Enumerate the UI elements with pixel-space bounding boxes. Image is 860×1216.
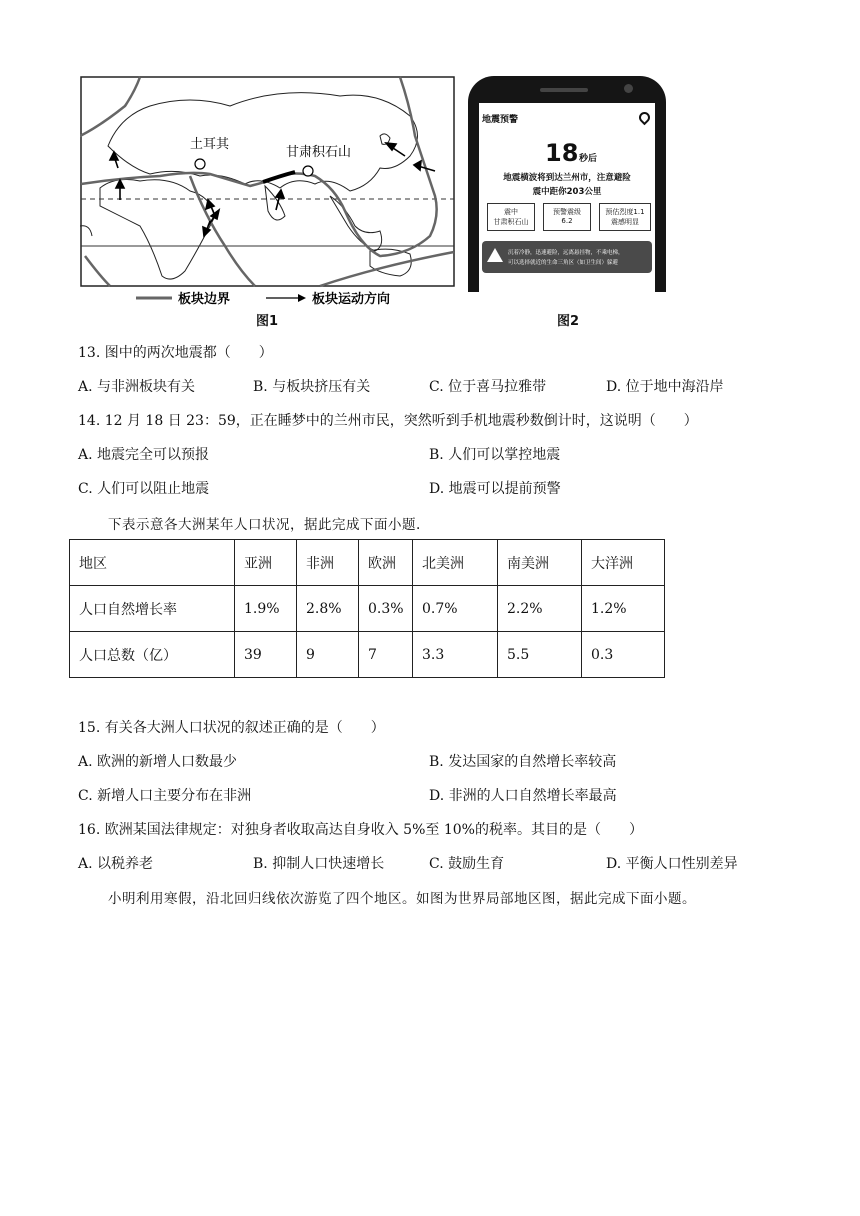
alert-message-1: 地震横波将到达兰州市，注意避险 bbox=[503, 173, 631, 183]
table-cell: 2.8% bbox=[297, 586, 359, 632]
phone-camera bbox=[624, 84, 633, 93]
q14-option-c[interactable]: C. 人们可以阻止地震 bbox=[78, 481, 210, 497]
table-cell: 2.2% bbox=[498, 586, 582, 632]
table-header-cell: 南美洲 bbox=[498, 540, 582, 586]
table-cell: 5.5 bbox=[498, 632, 582, 678]
table-header-cell: 亚洲 bbox=[235, 540, 297, 586]
figure1-caption: 图1 bbox=[256, 314, 279, 329]
table-cell: 3.3 bbox=[413, 632, 498, 678]
safety-banner bbox=[482, 241, 652, 273]
legend-boundary-label: 板块边界 bbox=[178, 292, 231, 307]
table-cell: 0.7% bbox=[413, 586, 498, 632]
table-cell: 7 bbox=[359, 632, 413, 678]
warning-icon bbox=[487, 248, 503, 262]
table-cell: 0.3% bbox=[359, 586, 413, 632]
q15-stem: 15. 有关各大洲人口状况的叙述正确的是（ ） bbox=[78, 720, 385, 736]
closing-intro: 小明利用寒假，沿北回归线依次游览了四个地区。如图为世界局部地区图，据此完成下面小题。 bbox=[108, 891, 696, 907]
table-cell: 1.2% bbox=[582, 586, 665, 632]
turkey-label: 土耳其 bbox=[190, 137, 230, 152]
q16-option-a[interactable]: A. 以税养老 bbox=[78, 856, 154, 872]
table-cell: 人口总数（亿） bbox=[70, 632, 235, 678]
q14-option-d[interactable]: D. 地震可以提前预警 bbox=[429, 481, 561, 497]
table-row bbox=[70, 632, 665, 678]
table-header-row bbox=[70, 540, 665, 586]
q16-option-d[interactable]: D. 平衡人口性别差异 bbox=[606, 856, 738, 872]
q14-option-a[interactable]: A. 地震完全可以预报 bbox=[78, 447, 210, 463]
magnitude-box bbox=[543, 203, 591, 231]
q16-option-c[interactable]: C. 鼓励生育 bbox=[429, 856, 505, 872]
table-cell: 39 bbox=[235, 632, 297, 678]
q13-option-b[interactable]: B. 与板块挤压有关 bbox=[253, 379, 371, 395]
q15-option-c[interactable]: C. 新增人口主要分布在非洲 bbox=[78, 788, 252, 804]
q13-option-a[interactable]: A. 与非洲板块有关 bbox=[78, 379, 196, 395]
intensity-box bbox=[599, 203, 651, 231]
table-cell: 9 bbox=[297, 632, 359, 678]
q13-option-c[interactable]: C. 位于喜马拉雅带 bbox=[429, 379, 547, 395]
q15-option-d[interactable]: D. 非洲的人口自然增长率最高 bbox=[429, 788, 617, 804]
q13-option-d[interactable]: D. 位于地中海沿岸 bbox=[606, 379, 724, 395]
countdown-number: 18 bbox=[545, 139, 579, 167]
q14-stem: 14. 12 月 18 日 23：59，正在睡梦中的兰州市民，突然听到手机地震秒数倒计时，这说明（ ） bbox=[78, 413, 698, 429]
legend-direction-label: 板块运动方向 bbox=[312, 292, 391, 307]
q15-option-a[interactable]: A. 欧洲的新增人口数最少 bbox=[78, 754, 238, 770]
table-header-cell: 非洲 bbox=[297, 540, 359, 586]
safety-text-1: 沉着冷静，迅速避险，远离悬挂物，不乘电梯， bbox=[508, 250, 624, 256]
q16-option-b[interactable]: B. 抑制人口快速增长 bbox=[253, 856, 385, 872]
table-header-cell: 大洋洲 bbox=[582, 540, 665, 586]
intensity-title: 预估烈度1.1 bbox=[605, 208, 645, 216]
table-header-cell: 地区 bbox=[70, 540, 235, 586]
q13-stem: 13. 图中的两次地震都（ ） bbox=[78, 345, 273, 361]
table-cell: 1.9% bbox=[235, 586, 297, 632]
alert-header: 地震预警 bbox=[482, 115, 519, 125]
table-header-cell: 欧洲 bbox=[359, 540, 413, 586]
safety-text-2: 可以选择就近的生命三角区（如卫生间）躲避 bbox=[508, 260, 619, 266]
plate-map bbox=[80, 76, 455, 312]
q15-option-b[interactable]: B. 发达国家的自然增长率较高 bbox=[429, 754, 617, 770]
table-header-cell: 北美洲 bbox=[413, 540, 498, 586]
phone-illustration bbox=[468, 76, 666, 292]
intensity-value: 震感明显 bbox=[611, 218, 639, 226]
phone-speaker bbox=[540, 88, 588, 92]
countdown-unit: 秒后 bbox=[579, 154, 598, 164]
location-pin-icon bbox=[637, 110, 653, 126]
magnitude-title: 预警震级 bbox=[553, 208, 581, 216]
magnitude-value: 6.2 bbox=[561, 217, 573, 225]
alert-message-2: 震中距你203公里 bbox=[532, 187, 602, 197]
figure2-caption: 图2 bbox=[557, 314, 580, 329]
epicenter-title: 震中 bbox=[504, 208, 518, 216]
gansu-label: 甘肃积石山 bbox=[286, 145, 352, 160]
table-cell: 人口自然增长率 bbox=[70, 586, 235, 632]
epicenter-box bbox=[487, 203, 535, 231]
table-cell: 0.3 bbox=[582, 632, 665, 678]
epicenter-value: 甘肃积石山 bbox=[493, 218, 529, 226]
population-table bbox=[69, 539, 665, 678]
q14-option-b[interactable]: B. 人们可以掌控地震 bbox=[429, 447, 561, 463]
phone-screen bbox=[479, 103, 655, 292]
table-row bbox=[70, 586, 665, 632]
q16-stem: 16. 欧洲某国法律规定：对独身者收取高达自身收入 5%至 10%的税率。其目的是（ ） bbox=[78, 822, 643, 838]
table-intro: 下表示意各大洲某年人口状况，据此完成下面小题. bbox=[108, 517, 421, 533]
